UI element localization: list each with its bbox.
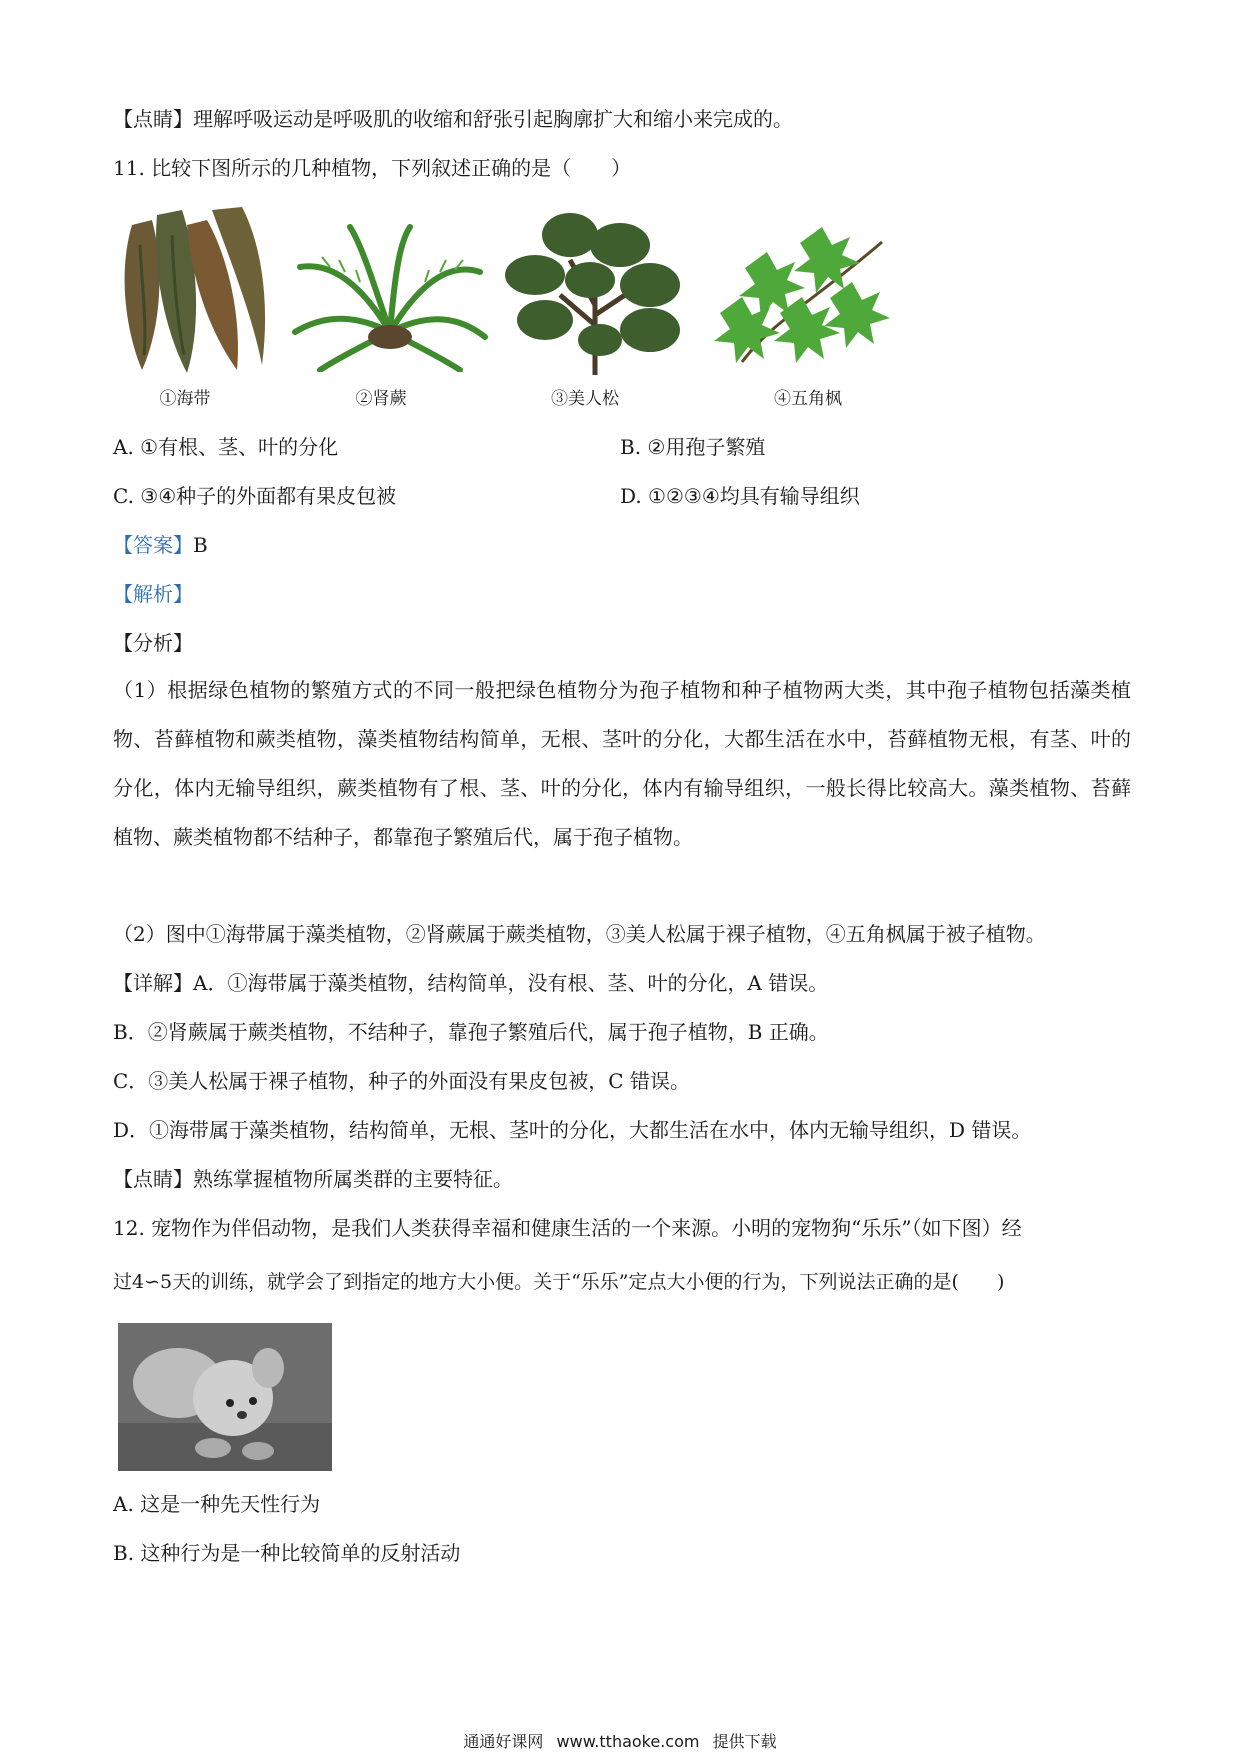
dog-photo xyxy=(118,1323,332,1471)
caption-maple: ④五角枫 xyxy=(774,389,842,409)
analysis-tag: 【解析】 xyxy=(113,582,193,606)
maple-image xyxy=(712,212,897,372)
q11-tip-text: 熟练掌握植物所属类群的主要特征。 xyxy=(193,1167,513,1191)
caption-fern: ②肾蕨 xyxy=(355,389,407,409)
q11-tip xyxy=(113,1165,513,1193)
detail-a-text: A．①海带属于藻类植物，结构简单，没有根、茎、叶的分化，A 错误。 xyxy=(193,971,829,995)
pine-image xyxy=(500,205,690,380)
option-a: A. ①有根、茎、叶的分化 xyxy=(113,435,339,459)
detail-c: C．③美人松属于裸子植物，种子的外面没有果皮包被，C 错误。 xyxy=(113,1069,690,1093)
detail-d: D．①海带属于藻类植物，结构简单，无根、茎叶的分化，大都生活在水中，体内无输导组织，D 错误。 xyxy=(113,1118,1032,1142)
fenxi-paragraph-1: （1）根据绿色植物的繁殖方式的不同一般把绿色植物分为孢子植物和种子植物两大类，其中孢子植物包括藻类植物、苔藓植物和蕨类植物，藻类植物结构简单，无根、茎叶的分化，大都生活在水中，苔藓植物无根，有茎、叶的分化，体内无输导组织，蕨类植物有了根、茎、叶的分化，体内有输导组织，一般长得比较高大。藻类植物、苔藓植物、蕨类植物都不结种子，都靠孢子繁殖后代，属于孢子植物。 xyxy=(113,678,1131,849)
option-d: D. ①②③④均具有输导组织 xyxy=(620,484,860,508)
previous-tip xyxy=(113,105,793,133)
option-c: C. ③④种子的外面都有果皮包被 xyxy=(113,484,397,508)
page-footer xyxy=(0,1729,1240,1752)
kelp-image xyxy=(112,205,272,375)
answer-line xyxy=(113,531,208,559)
detail-b: B．②肾蕨属于蕨类植物，不结种子，靠孢子繁殖后代，属于孢子植物，B 正确。 xyxy=(113,1020,829,1044)
caption-kelp: ①海带 xyxy=(159,389,211,409)
answer-value: B xyxy=(193,533,208,557)
footer-site: 通通好课网 xyxy=(463,1732,544,1751)
footer-url[interactable]: www.tthaoke.com xyxy=(556,1732,700,1751)
q12-option-b: B. 这种行为是一种比较简单的反射活动 xyxy=(113,1541,461,1565)
detail-tag: 【详解】 xyxy=(113,971,193,995)
question-12-stem-line2: 过4∽5天的训练，就学会了到指定的地方大小便。关于“乐乐”定点大小便的行为，下列说法正确的是( ) xyxy=(113,1271,1005,1293)
tip-tag: 【点睛】 xyxy=(113,107,193,131)
answer-tag: 【答案】 xyxy=(113,533,193,557)
fern-image xyxy=(290,222,490,372)
footer-suffix: 提供下载 xyxy=(712,1732,777,1751)
fenxi-tag: 【分析】 xyxy=(113,631,193,655)
question-12-stem-line1: 12. 宠物作为伴侣动物，是我们人类获得幸福和健康生活的一个来源。小明的宠物狗“乐乐”（如下图）经 xyxy=(113,1216,1022,1240)
fenxi-paragraph-2: （2）图中①海带属于藻类植物，②肾蕨属于蕨类植物，③美人松属于裸子植物，④五角枫属于被子植物。 xyxy=(113,922,1046,946)
q12-option-a: A. 这是一种先天性行为 xyxy=(113,1492,321,1516)
caption-pine: ③美人松 xyxy=(551,389,619,409)
q11-tip-tag: 【点睛】 xyxy=(113,1167,193,1191)
question-11-stem: 11. 比较下图所示的几种植物，下列叙述正确的是（ ） xyxy=(113,156,632,180)
detail-a xyxy=(113,969,828,997)
tip-text: 理解呼吸运动是呼吸肌的收缩和舒张引起胸廓扩大和缩小来完成的。 xyxy=(193,107,793,131)
option-b: B. ②用孢子繁殖 xyxy=(620,435,766,459)
